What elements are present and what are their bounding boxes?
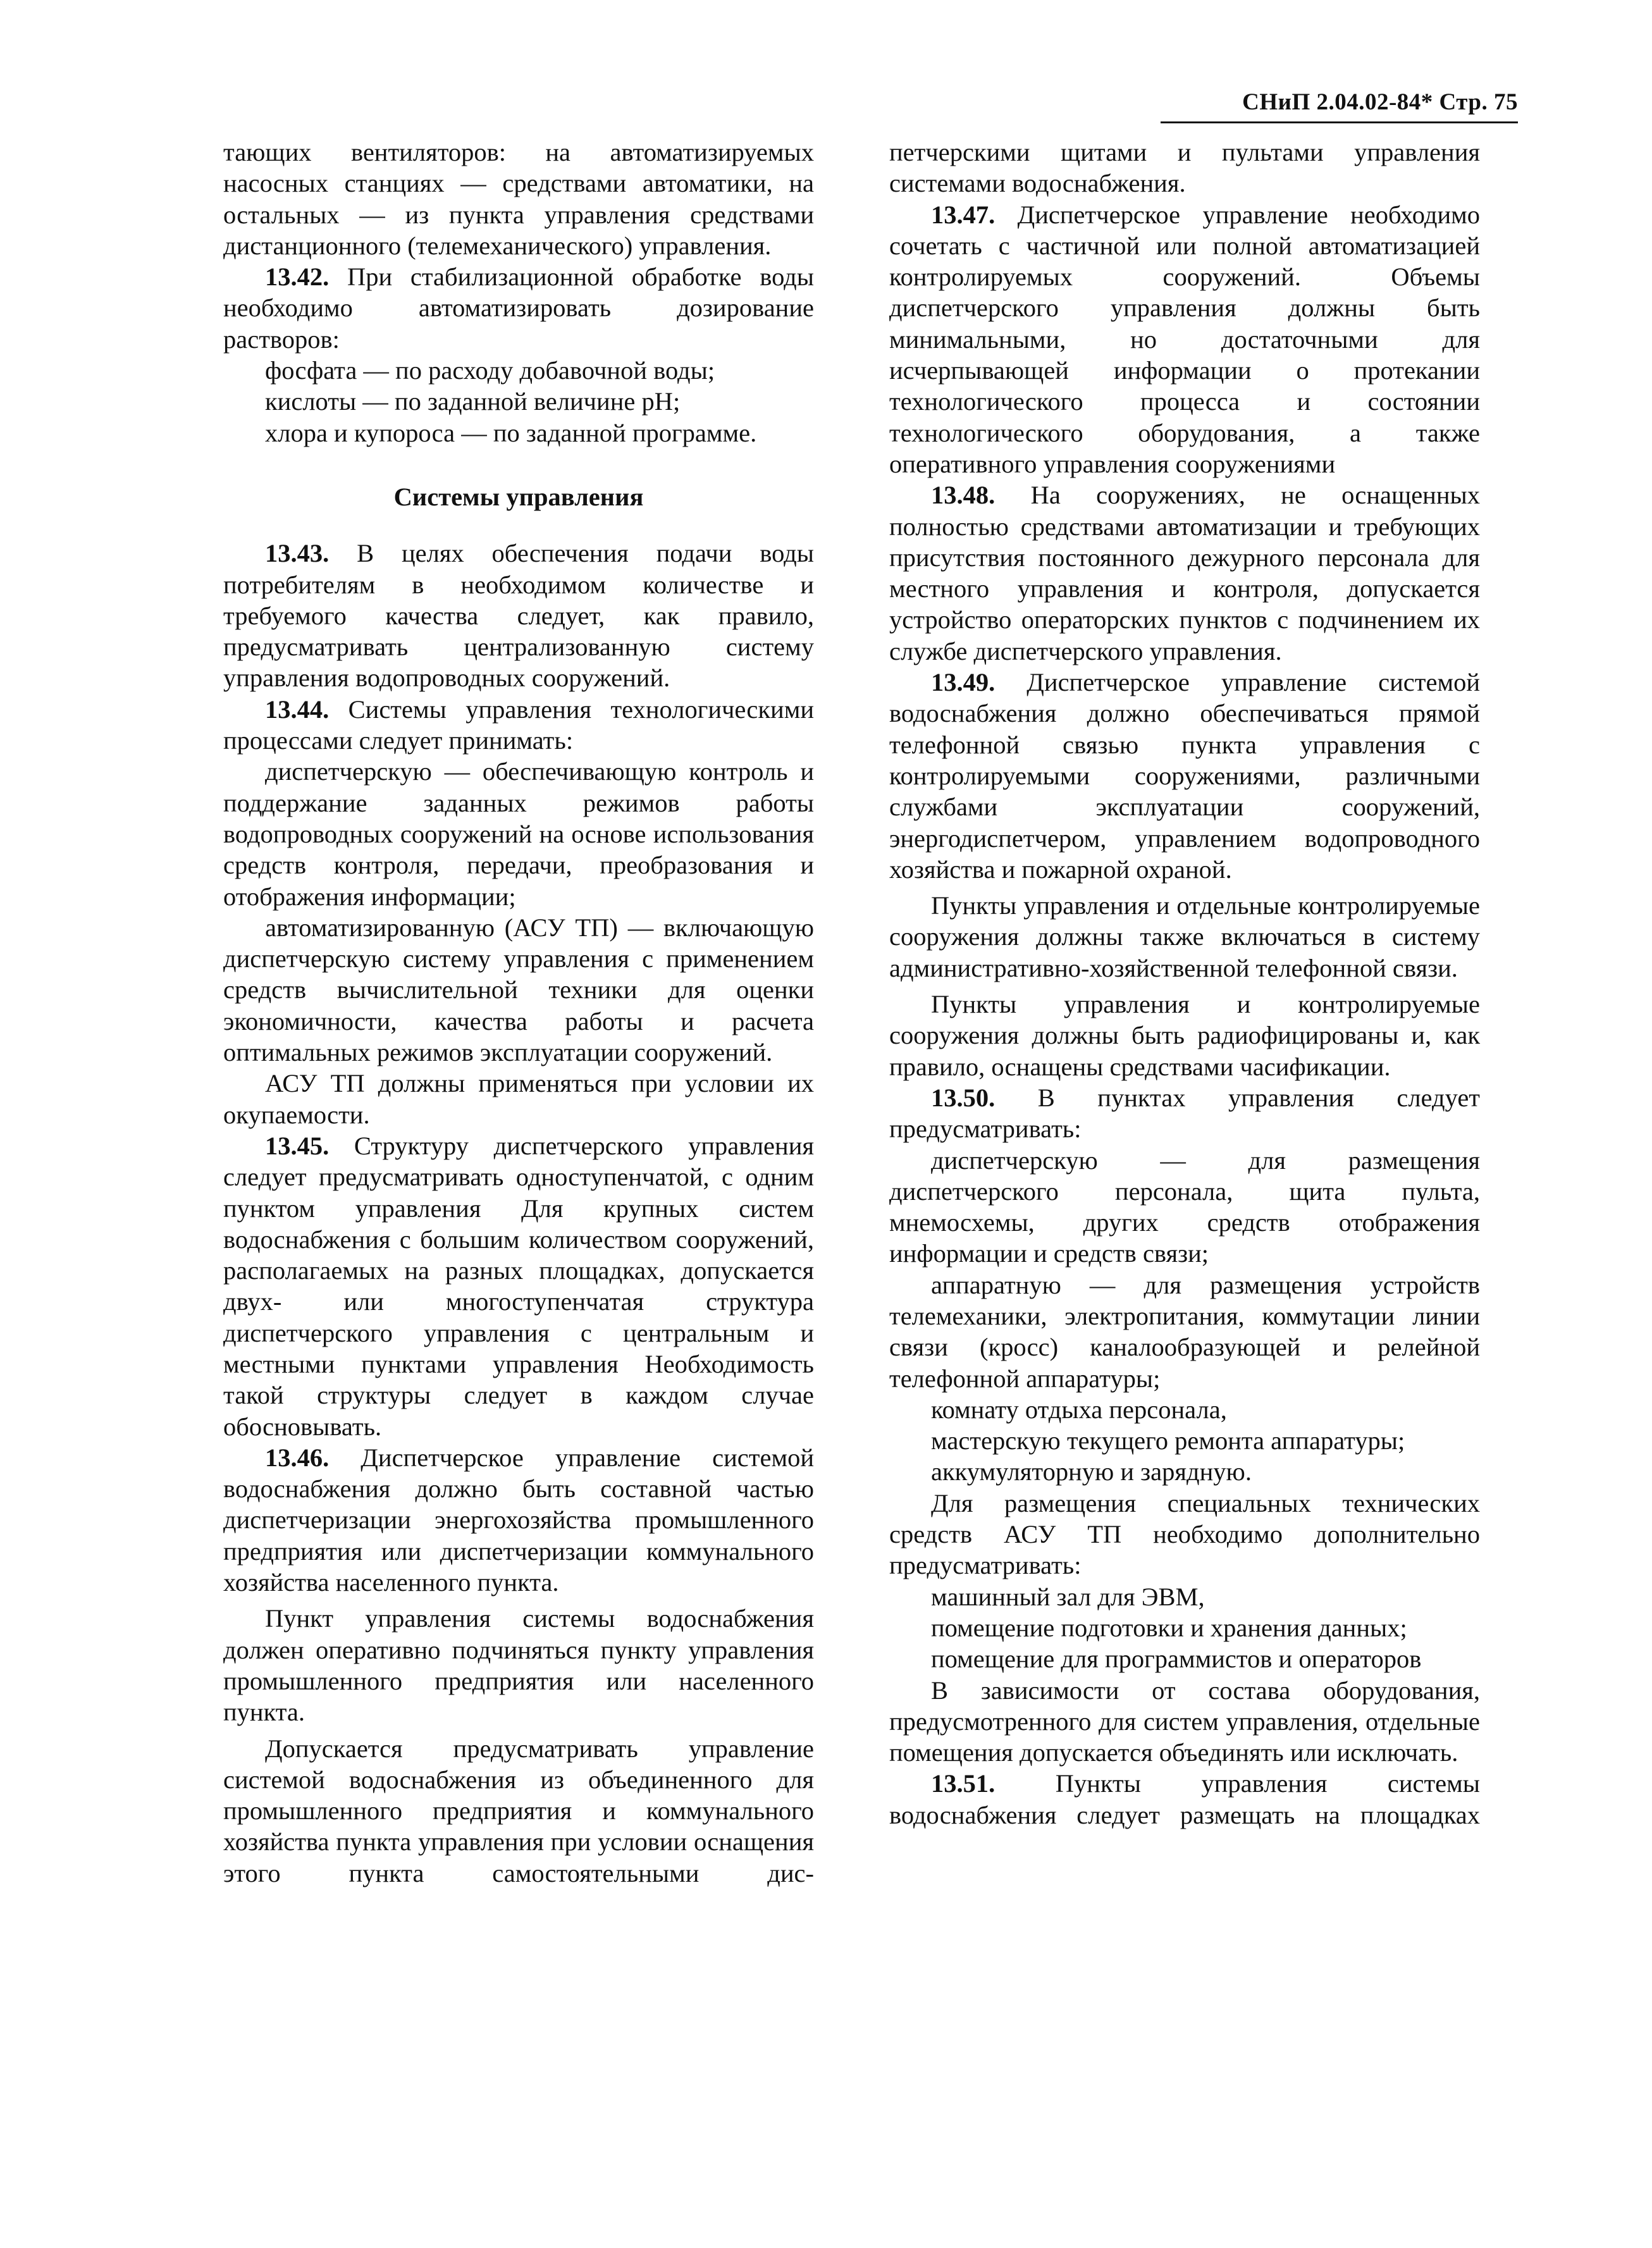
paragraph: Допускается предусматривать управление системой водоснабжения из объединенного для промышленного предприятия и коммунального хозяйства пункта управления при условии оснащения этого пункта самостоятельными дис-	[223, 1734, 814, 1887]
paragraph-continuation: тающих вентиляторов: на автоматизируемых насосных станциях — средствами автоматики, на остальных — из пункта управления средствами дистанционного (телемеханического) управления.	[223, 138, 814, 260]
paragraph: Для размещения специальных технических средств АСУ ТП необходимо дополнительно предусматривать:	[889, 1488, 1480, 1580]
clause-number: 13.50.	[931, 1083, 996, 1112]
clause-number: 13.43.	[265, 539, 330, 568]
list-item-chlorine: хлора и купороса — по заданной программе.	[265, 418, 757, 447]
clause-number: 13.44.	[265, 695, 330, 724]
clause-number: 13.46.	[265, 1443, 330, 1472]
clause-13-50	[889, 1082, 1480, 1145]
clause-text: Структуру диспетчерского управления следует предусматривать одноступенчатой, с одним пунктом управления Для крупных систем водоснабжения с большим количеством сооружений, располагаемых на разных площадках, допускается двух- или многоступенчатая структура диспетчерского управления с центральным и местными пунктами управления Необходимость такой структуры следует в каждом случае обосновывать.	[223, 1131, 814, 1441]
clause-13-42	[223, 261, 814, 355]
list-item-data-room: помещение подготовки и хранения данных;	[931, 1613, 1407, 1642]
section-heading: Системы управления	[393, 482, 644, 511]
paragraph: Пункт управления системы водоснабжения должен оперативно подчиняться пункту управления промышленного предприятия или населенного пункта.	[223, 1604, 814, 1727]
list-item-rest-room: комнату отдыха персонала,	[931, 1395, 1227, 1424]
list-item-repair-shop: мастерскую текущего ремонта аппаратуры;	[931, 1426, 1405, 1455]
clause-text: Диспетчерское управление необходимо сочетать с частичной или полной автоматизацией контролируемых сооружений. Объемы диспетчерского управления должны быть минимальными, но достаточными для исчерпывающей информации о протекании технологического процесса и состоянии технологического оборудования, а также оперативного управления сооружениями	[889, 200, 1480, 478]
clause-text: При стабилизационной обработке воды необходимо автоматизировать дозирование растворов:	[223, 262, 814, 354]
clause-13-49	[889, 667, 1480, 885]
right-column	[889, 137, 1480, 1831]
list-item-dispatch-room: диспетчерскую — для размещения диспетчерского персонала, щита пульта, мнемосхемы, других средств отображения информации и средств связи;	[889, 1146, 1480, 1268]
clause-number: 13.49.	[931, 668, 996, 697]
clause-13-51	[889, 1768, 1480, 1831]
clause-13-44	[223, 694, 814, 757]
left-column	[223, 137, 814, 1889]
clause-text: В пунктах управления следует предусматривать:	[889, 1083, 1480, 1144]
list-item-dispatch: диспетчерскую — обеспечивающую контроль и поддержание заданных режимов работы водопроводных сооружений на основе использования средств контроля, передачи, преобразования и отображения информации;	[223, 757, 814, 911]
clause-13-43	[223, 538, 814, 693]
clause-13-48	[889, 479, 1480, 667]
clause-number: 13.42.	[265, 262, 330, 292]
clause-text: Диспетчерское управление системой водоснабжения должно обеспечиваться прямой телефонной связью пункта управления с контролируемыми сооружениями, различными службами эксплуатации сооружений, энергодиспетчером, управлением водопроводного хозяйства и пожарной охраной.	[889, 668, 1480, 884]
clause-number: 13.45.	[265, 1131, 330, 1160]
clause-number: 13.48.	[931, 481, 996, 510]
paragraph: Пункты управления и контролируемые сооружения должны быть радиофицированы и, как правило, оснащены средствами часификации.	[889, 990, 1480, 1081]
clause-number: 13.47.	[931, 200, 996, 229]
list-item-phosphate: фосфата — по расходу добавочной воды;	[265, 356, 715, 385]
list-item-acid: кислоты — по заданной величине pH;	[265, 387, 681, 416]
paragraph: Пункты управления и отдельные контролируемые сооружения должны также включаться в систему административно-хозяйственной телефонной связи.	[889, 891, 1480, 982]
clause-text: Диспетчерское управление системой водоснабжения должно быть составной частью диспетчеризации энергохозяйства промышленного предприятия или диспетчеризации коммунального хозяйства населенного пункта.	[223, 1443, 814, 1597]
paragraph: В зависимости от состава оборудования, предусмотренного для систем управления, отдельные помещения допускается объединять или исключать.	[889, 1676, 1480, 1767]
clause-text: На сооружениях, не оснащенных полностью средствами автоматизации и требующих присутствия постоянного дежурного персонала для местного управления и контроля, допускается устройство операторских пунктов с подчинением их службе диспетчерского управления.	[889, 481, 1480, 665]
clause-13-46	[223, 1442, 814, 1598]
page-header: СНиП 2.04.02-84* Стр. 75	[1242, 89, 1518, 115]
clause-13-45	[223, 1130, 814, 1442]
paragraph-note: АСУ ТП должны применяться при условии их окупаемости.	[223, 1069, 814, 1129]
header-rule	[1161, 121, 1518, 123]
paragraph-continuation: петчерскими щитами и пультами управления системами водоснабжения.	[889, 138, 1480, 198]
clause-text: Системы управления технологическими процессами следует принимать:	[223, 695, 814, 755]
clause-text: В целях обеспечения подачи воды потребителям в необходимом количестве и требуемого качества следует, как правило, предусматривать централизованную систему управления водопроводных сооружений.	[223, 539, 814, 693]
list-item-computer-hall: машинный зал для ЭВМ,	[931, 1582, 1205, 1611]
list-item-battery-room: аккумуляторную и зарядную.	[931, 1457, 1252, 1486]
clause-13-47	[889, 199, 1480, 480]
list-item-programmers-room: помещение для программистов и операторов	[931, 1645, 1422, 1674]
clause-number: 13.51.	[931, 1769, 996, 1798]
list-item-automated: автоматизированную (АСУ ТП) — включающую диспетчерскую систему управления с применением средств вычислительной техники для оценки экономичности, качества работы и расчета оптимальных режимов эксплуатации сооружений.	[223, 913, 814, 1067]
clause-text: Пункты управления системы водоснабжения следует размещать на площадках	[889, 1769, 1480, 1829]
list-item-equipment-room: аппаратную — для размещения устройств телемеханики, электропитания, коммутации линии связи (кросс) каналообразующей и релейной телефонной аппаратуры;	[889, 1270, 1480, 1393]
